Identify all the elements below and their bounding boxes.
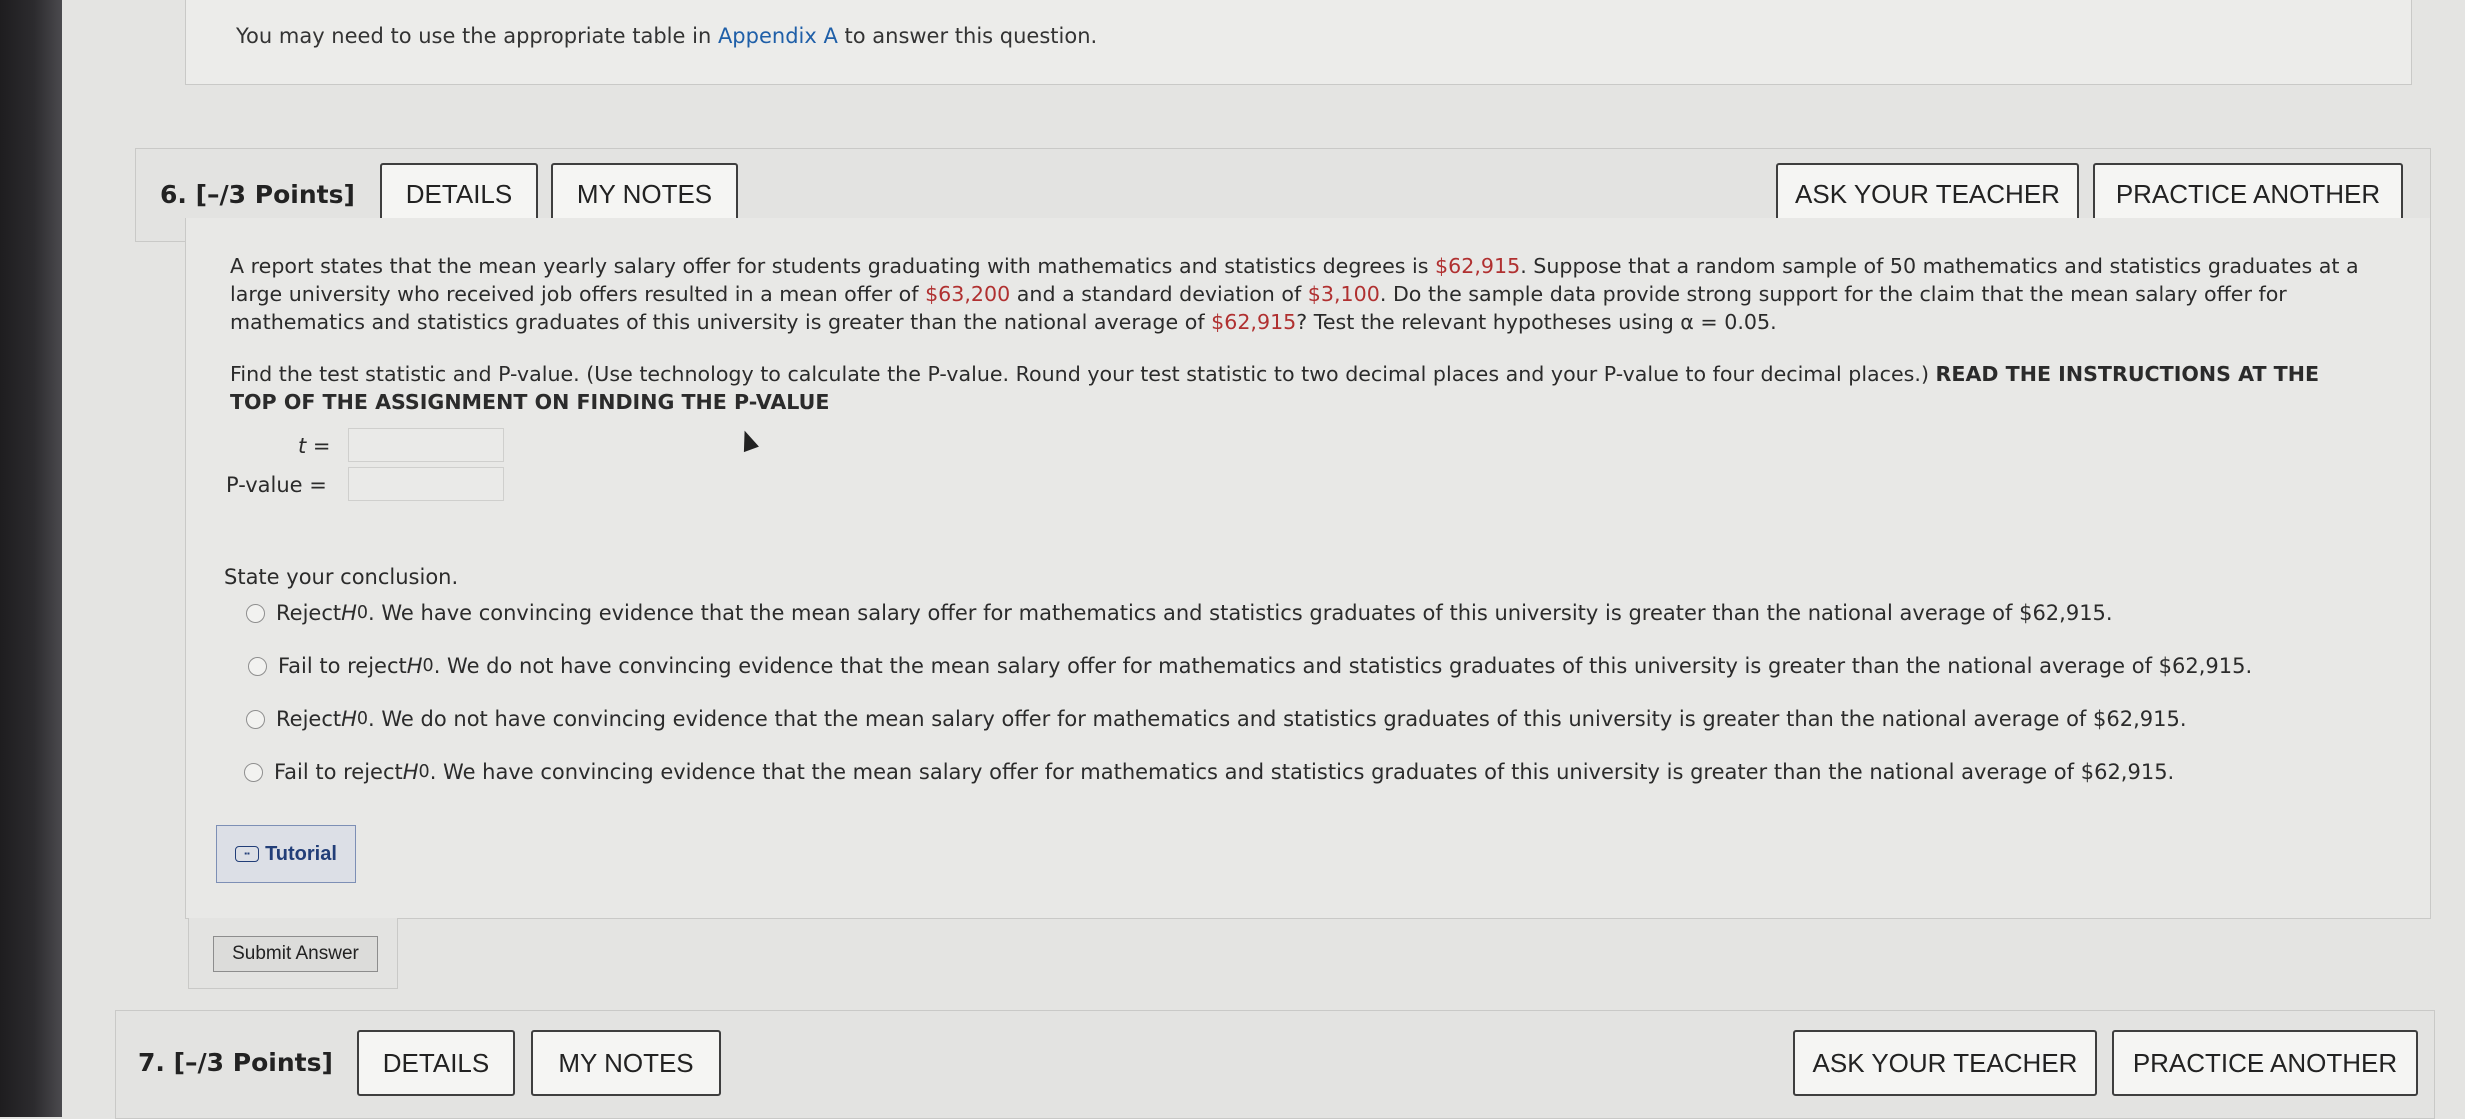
t-label: t = — [298, 434, 331, 458]
h0-symbol: H — [406, 654, 423, 678]
t-statistic-input[interactable] — [348, 428, 504, 462]
details-button-q7[interactable]: DETAILS — [357, 1030, 515, 1096]
h0-subscript: 0 — [356, 603, 369, 623]
submit-answer-button[interactable]: Submit Answer — [213, 936, 378, 972]
instructions-text — [236, 24, 1097, 48]
option-lead: Reject — [276, 601, 342, 625]
question-6-body — [185, 218, 2431, 919]
ask-your-teacher-button-q7[interactable]: ASK YOUR TEACHER — [1793, 1030, 2097, 1096]
conclusion-option-3[interactable] — [246, 707, 2187, 731]
p-value-input[interactable] — [348, 467, 504, 501]
option-text: . We have convincing evidence that the mean salary offer for mathematics and statistics graduates of this university is greater than the national average of $62,915. — [429, 760, 2175, 784]
std-dev-value: $3,100 — [1307, 282, 1380, 306]
task-instructions — [230, 360, 2370, 416]
h0-symbol: H — [402, 760, 419, 784]
option-lead: Reject — [276, 707, 342, 731]
statement-part: . Do the sample data provide strong support for the claim that the mean salary offer for mathematics and statistics graduates of this university is greater than the national average of — [230, 282, 2287, 334]
task-text: Find the test statistic and P-value. (Use technology to calculate the P-value. Round your test statistic to two decimal places and your P-value to four decimal places.) — [230, 362, 1936, 386]
h0-symbol: H — [341, 707, 357, 731]
radio-button[interactable] — [244, 763, 263, 782]
details-button[interactable]: DETAILS — [380, 163, 538, 225]
h0-subscript: 0 — [422, 656, 434, 676]
conclusion-option-4[interactable] — [244, 760, 2174, 784]
h0-subscript: 0 — [418, 762, 430, 782]
practice-another-button-q7[interactable]: PRACTICE ANOTHER — [2112, 1030, 2418, 1096]
p-value-label: P-value = — [226, 473, 327, 497]
tutorial-icon: ▪▪ — [235, 846, 259, 862]
option-lead: Fail to reject — [278, 654, 407, 678]
option-lead: Fail to reject — [274, 760, 403, 784]
problem-statement — [230, 252, 2370, 336]
option-text: . We have convincing evidence that the mean salary offer for mathematics and statistics graduates of this university is greater than the national average of $62,915. — [368, 601, 2113, 625]
ask-your-teacher-button[interactable]: ASK YOUR TEACHER — [1776, 163, 2079, 225]
option-text: . We do not have convincing evidence that the mean salary offer for mathematics and statistics graduates of this university is greater than the national average of $62,915. — [433, 654, 2253, 678]
task-bold-text: READ THE INSTRUCTIONS AT THE TOP OF THE ASSIGNMENT ON FINDING THE P-VALUE — [230, 362, 2320, 414]
national-average-value: $62,915 — [1211, 310, 1297, 334]
appendix-link[interactable]: Appendix A — [717, 24, 838, 48]
conclusion-option-2[interactable] — [248, 654, 2252, 678]
radio-button[interactable] — [246, 710, 265, 729]
national-average-value: $62,915 — [1435, 254, 1521, 278]
h0-subscript: 0 — [356, 709, 369, 729]
radio-button[interactable] — [246, 604, 265, 623]
statement-part: and a standard deviation of — [1010, 282, 1308, 306]
tutorial-label: Tutorial — [265, 842, 337, 865]
conclusion-label: State your conclusion. — [224, 565, 459, 589]
tutorial-button[interactable] — [216, 825, 356, 883]
sample-mean-value: $63,200 — [925, 282, 1011, 306]
question-7-header — [115, 1010, 2435, 1119]
my-notes-button[interactable]: MY NOTES — [551, 163, 738, 225]
instructions-prefix: You may need to use the appropriate table in — [236, 24, 718, 48]
conclusion-option-1[interactable] — [246, 601, 2113, 625]
statement-part: . Suppose that a random sample of 50 mathematics and statistics graduates at a large university who received job offers resulted in a mean offer of — [230, 254, 2359, 306]
h0-symbol: H — [341, 601, 357, 625]
submit-area — [188, 918, 398, 989]
question-6-number: 6. [–/3 Points] — [160, 180, 355, 209]
question-7-number: 7. [–/3 Points] — [138, 1048, 333, 1077]
option-text: . We do not have convincing evidence that the mean salary offer for mathematics and statistics graduates of this university is greater than the national average of $62,915. — [368, 707, 2187, 731]
instructions-box — [185, 0, 2412, 85]
my-notes-button-q7[interactable]: MY NOTES — [531, 1030, 721, 1096]
instructions-suffix: to answer this question. — [837, 24, 1098, 48]
screen-bezel — [0, 0, 62, 1117]
statement-part: A report states that the mean yearly salary offer for students graduating with mathematics and statistics degrees is — [230, 254, 1436, 278]
statement-part: ? Test the relevant hypotheses using α = 0.05. — [1296, 310, 1777, 334]
practice-another-button[interactable]: PRACTICE ANOTHER — [2093, 163, 2403, 225]
radio-button[interactable] — [248, 657, 267, 676]
